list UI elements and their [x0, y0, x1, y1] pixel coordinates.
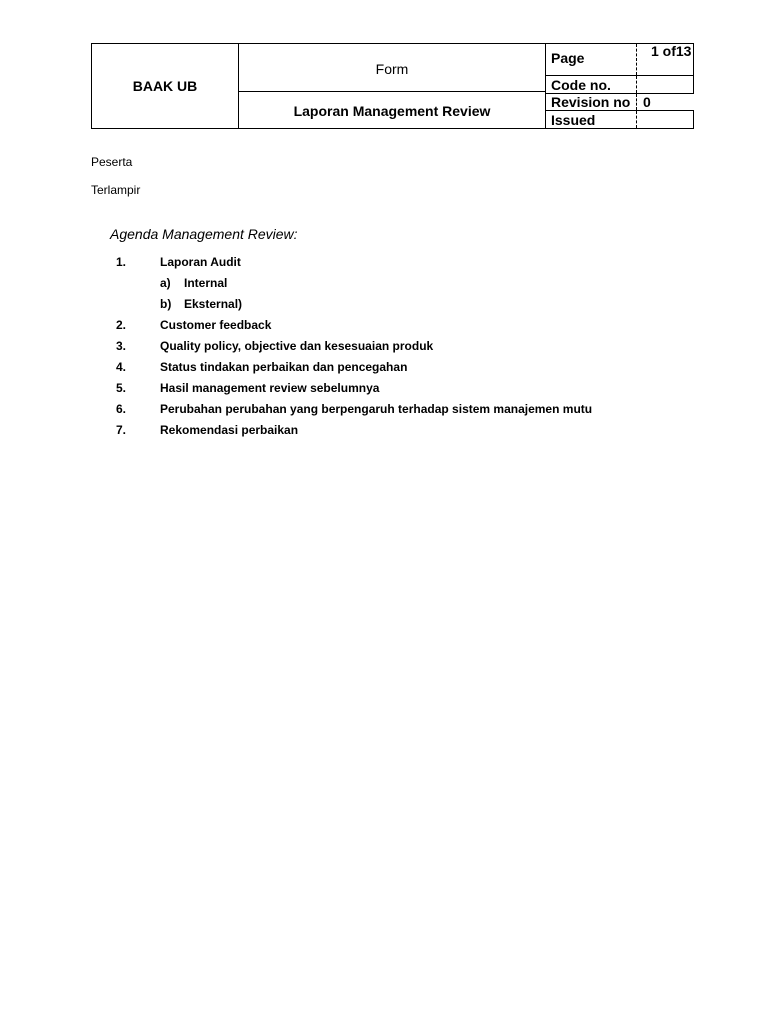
list-item: Status tindakan perbaikan dan pencegahan: [160, 360, 408, 374]
code-label: Code no.: [551, 76, 611, 93]
issued-label: Issued: [551, 111, 596, 128]
document-header: [91, 43, 694, 129]
revision-row: [546, 94, 694, 111]
list-item: Quality policy, objective dan kesesuaian produk: [160, 339, 434, 353]
terlampir-label: Terlampir: [91, 183, 141, 197]
agenda-title: Agenda Management Review:: [110, 226, 298, 242]
list-subitem: Eksternal): [184, 297, 243, 311]
page-value-line1: 1 of: [651, 43, 676, 59]
list-item-number: 6.: [116, 402, 127, 416]
list-item: Rekomendasi perbaikan: [160, 423, 299, 437]
page-label: Page: [551, 49, 585, 66]
issued-row: [546, 111, 694, 128]
document-type: Form: [239, 44, 545, 92]
list-item: Hasil management review sebelumnya: [160, 381, 380, 395]
peserta-label: Peserta: [91, 155, 133, 169]
list-item: Customer feedback: [160, 318, 272, 332]
list-item-number: 4.: [116, 360, 127, 374]
organization-name: BAAK UB: [92, 44, 239, 128]
list-item-number: 1.: [116, 255, 127, 269]
list-subitem: Internal: [184, 276, 228, 290]
revision-value: 0: [636, 94, 694, 110]
document-title: Laporan Management Review: [293, 102, 491, 119]
issued-value: [636, 111, 694, 128]
list-subitem-marker: b): [160, 297, 172, 311]
list-item-number: 3.: [116, 339, 127, 353]
page-value: [636, 44, 694, 75]
page-value-line2: 13: [675, 43, 692, 59]
code-row: [546, 76, 694, 94]
list-item: Perubahan perubahan yang berpengaruh terhadap sistem manajemen mutu: [160, 402, 593, 416]
page-row: [546, 44, 694, 76]
list-item-number: 2.: [116, 318, 127, 332]
list-item: Laporan Audit: [160, 255, 241, 269]
revision-label: Revision no: [551, 94, 631, 110]
list-subitem-marker: a): [160, 276, 171, 290]
code-value: [636, 76, 694, 93]
header-meta: [545, 44, 694, 128]
list-item-number: 7.: [116, 423, 127, 437]
list-item-number: 5.: [116, 381, 127, 395]
